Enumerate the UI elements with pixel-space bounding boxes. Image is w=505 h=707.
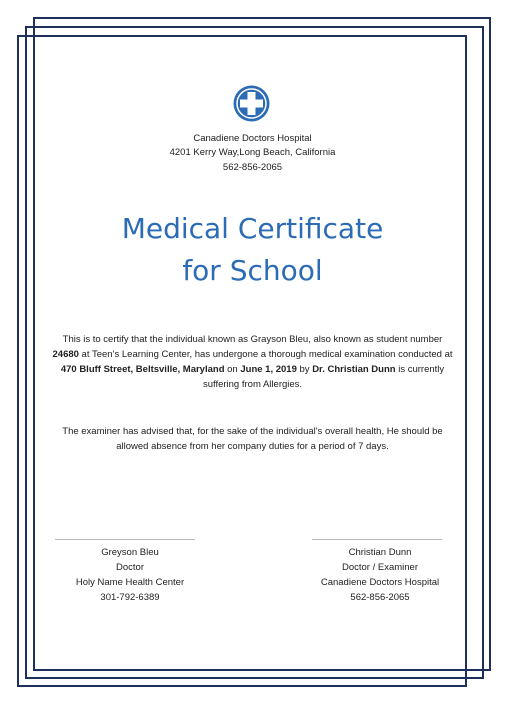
signer-role: Doctor [116,562,144,573]
signer-organization: Canadiene Doctors Hospital [320,577,440,588]
exam-location: 470 Bluff Street, Beltsville, Maryland [60,364,225,375]
examining-doctor: Dr. Christian Dunn [312,364,396,375]
student-number: 24680 [52,349,79,360]
signer-phone: 301-792-6389 [100,592,160,603]
signer-role: Doctor / Examiner [341,562,419,573]
signature-line-left [55,539,195,540]
medical-cross-icon [233,85,270,122]
hospital-phone: 562-856-2065 [222,162,283,173]
signer-name: Greyson Bleu [101,547,159,558]
signer-organization: Holy Name Health Center [75,577,185,588]
certificate-title: Medical Certificate [121,212,384,245]
certification-paragraph: This is to certify that the individual known as Grayson Bleu, also known as student number 24680 at Teen’s Learning Center, has undergone a thorough medical examination conducted at 470 Bluff Street, Beltsville, Maryland on June 1, 2019 by Dr. Christian Dunn is currently suffering from Allergies. [52,334,453,390]
advice-paragraph: The examiner has advised that, for the sake of the individual's overall health, He should be allowed absence from her company duties for a period of 7 days. [62,426,443,452]
exam-date: June 1, 2019 [240,364,297,375]
hospital-name: Canadiene Doctors Hospital [193,133,312,144]
signature-block-right [290,545,470,605]
signature-line-right [312,539,442,540]
hospital-address: 4201 Kerry Way,Long Beach, California [169,147,336,158]
signature-block-left [45,545,215,605]
signer-phone: 562-856-2065 [350,592,410,603]
certificate-subtitle: for School [182,254,323,287]
signer-name: Christian Dunn [348,547,412,558]
